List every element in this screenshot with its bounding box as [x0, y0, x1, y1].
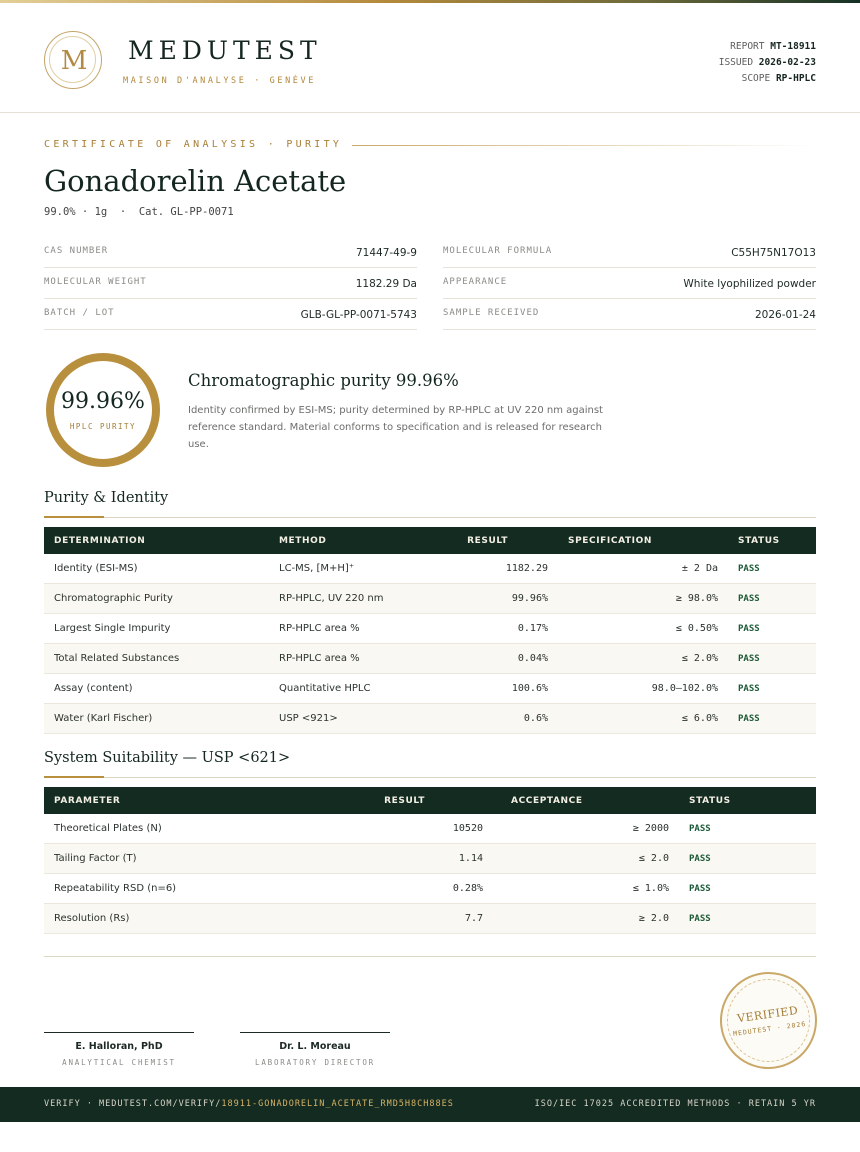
section-heading-purity: Purity & Identity — [44, 490, 169, 506]
result-cell: 0.17% — [431, 614, 558, 644]
meta-label: REPORT — [730, 41, 765, 52]
meta-value: 2026-02-23 — [758, 57, 816, 68]
report-meta — [719, 39, 816, 87]
signatory-name: E. Halloran, PhD — [75, 1041, 163, 1052]
meta-value: RP-HPLC — [775, 73, 816, 84]
column-header: RESULT — [359, 787, 493, 814]
spec-cell: ± 2 Da — [558, 554, 728, 584]
spec-cell: ≤ 6.0% — [558, 704, 728, 734]
status-badge: PASS — [679, 904, 816, 934]
spec-row — [443, 299, 816, 330]
table-row — [44, 874, 816, 904]
result-cell: 0.28% — [359, 874, 493, 904]
spec-value: White lyophilized powder — [683, 278, 816, 290]
table-header-row — [44, 527, 816, 554]
purity-ring-value: 99.96% — [61, 389, 145, 414]
column-header: ACCEPTANCE — [493, 787, 679, 814]
determination-cell: Chromatographic Purity — [44, 584, 269, 614]
result-cell: 7.7 — [359, 904, 493, 934]
spec-cell: ≤ 0.50% — [558, 614, 728, 644]
acceptance-cell: ≤ 2.0 — [493, 844, 679, 874]
header — [0, 3, 860, 113]
section-heading-suitability: System Suitability — USP <621> — [44, 750, 291, 766]
purity-ring-label: HPLC PURITY — [69, 422, 137, 431]
status-badge: PASS — [679, 874, 816, 904]
spec-row — [44, 268, 417, 299]
spec-label: BATCH / LOT — [44, 308, 115, 318]
report-meta-row — [719, 55, 816, 71]
acceptance-cell: ≤ 1.0% — [493, 874, 679, 904]
spec-label: CAS NUMBER — [44, 246, 109, 256]
column-header: RESULT — [431, 527, 558, 554]
meta-label: ISSUED — [718, 57, 754, 68]
signature-block — [44, 1032, 194, 1067]
spec-cell: ≥ 98.0% — [558, 584, 728, 614]
column-header: SPECIFICATION — [558, 527, 728, 554]
spec-row — [443, 268, 816, 299]
status-badge: PASS — [728, 614, 816, 644]
signatory-name: Dr. L. Moreau — [279, 1041, 351, 1052]
status-badge: PASS — [728, 674, 816, 704]
parameter-cell: Tailing Factor (T) — [44, 844, 359, 874]
brand-tagline: MAISON D'ANALYSE · GENÈVE — [123, 76, 316, 86]
table-row — [44, 584, 816, 614]
document-kicker: CERTIFICATE OF ANALYSIS · PURITY — [44, 139, 343, 150]
parameter-cell: Resolution (Rs) — [44, 904, 359, 934]
spec-value: 2026-01-24 — [754, 309, 816, 321]
logo-seal — [44, 31, 102, 89]
verify-prefix: VERIFY · MEDUTEST.COM/VERIFY/ — [44, 1099, 222, 1109]
section-divider — [44, 517, 816, 518]
section-divider — [44, 777, 816, 778]
spec-label: SAMPLE RECEIVED — [443, 308, 540, 318]
verify-link[interactable]: 18911-GONADORELIN_ACETATE_RMD5H8CH88ES — [221, 1099, 454, 1109]
column-header: PARAMETER — [44, 787, 359, 814]
spec-row — [443, 237, 816, 268]
product-subtitle: 99.0% · 1g · Cat. GL-PP-0071 — [44, 206, 234, 218]
purity-table — [44, 527, 816, 734]
purity-ring — [46, 353, 160, 467]
status-badge: PASS — [728, 554, 816, 584]
signature-divider — [44, 956, 816, 957]
method-cell: Quantitative HPLC — [269, 674, 431, 704]
status-badge: PASS — [679, 844, 816, 874]
report-meta-row — [719, 39, 816, 55]
spec-cell: 98.0–102.0% — [558, 674, 728, 704]
method-cell: USP <921> — [269, 704, 431, 734]
status-badge: PASS — [728, 644, 816, 674]
purity-heading: Chromatographic purity 99.96% — [188, 371, 459, 390]
parameter-cell: Repeatability RSD (n=6) — [44, 874, 359, 904]
table-row — [44, 704, 816, 734]
result-cell: 99.96% — [431, 584, 558, 614]
result-cell: 0.04% — [431, 644, 558, 674]
purity-description: Identity confirmed by ESI-MS; purity determined by RP-HPLC at UV 220 nm against reference standard. Material conforms to specification and is released for research use. — [188, 405, 603, 450]
status-badge: PASS — [728, 704, 816, 734]
verified-stamp — [714, 966, 824, 1076]
method-cell: RP-HPLC, UV 220 nm — [269, 584, 431, 614]
determination-cell: Largest Single Impurity — [44, 614, 269, 644]
column-header: DETERMINATION — [44, 527, 269, 554]
logo-letter: M — [60, 46, 88, 76]
stamp-subtext: MEDUTEST · 2026 — [732, 1019, 807, 1039]
table-header-row — [44, 787, 816, 814]
spec-row — [44, 299, 417, 330]
table-row — [44, 844, 816, 874]
signatory-role: LABORATORY DIRECTOR — [255, 1058, 375, 1067]
determination-cell: Water (Karl Fischer) — [44, 704, 269, 734]
signature-block — [240, 1032, 390, 1067]
result-cell: 1182.29 — [431, 554, 558, 584]
accreditation-note: ISO/IEC 17025 ACCREDITED METHODS · RETAIN 5 YR — [534, 1099, 816, 1109]
method-cell: LC-MS, [M+H]⁺ — [269, 554, 431, 584]
determination-cell: Identity (ESI-MS) — [44, 554, 269, 584]
spec-label: MOLECULAR WEIGHT — [44, 277, 147, 287]
table-row — [44, 904, 816, 934]
table-row — [44, 814, 816, 844]
table-row — [44, 614, 816, 644]
spec-value: 71447-49-9 — [355, 247, 417, 259]
status-badge: PASS — [728, 584, 816, 614]
spec-value: 1182.29 Da — [355, 278, 417, 290]
acceptance-cell: ≥ 2.0 — [493, 904, 679, 934]
verify-line — [44, 1099, 454, 1109]
signatory-role: ANALYTICAL CHEMIST — [62, 1058, 176, 1067]
status-badge: PASS — [679, 814, 816, 844]
method-cell: RP-HPLC area % — [269, 644, 431, 674]
column-header: STATUS — [728, 527, 816, 554]
spec-label: APPEARANCE — [443, 277, 508, 287]
table-row — [44, 674, 816, 704]
stamp-text: VERIFIED — [736, 1003, 799, 1026]
acceptance-cell: ≥ 2000 — [493, 814, 679, 844]
column-header: STATUS — [679, 787, 816, 814]
determination-cell: Assay (content) — [44, 674, 269, 704]
result-cell: 10520 — [359, 814, 493, 844]
column-header: METHOD — [269, 527, 431, 554]
meta-label: SCOPE — [741, 73, 771, 84]
spec-row — [44, 237, 417, 268]
meta-value: MT-18911 — [770, 41, 816, 52]
determination-cell: Total Related Substances — [44, 644, 269, 674]
parameter-cell: Theoretical Plates (N) — [44, 814, 359, 844]
result-cell: 1.14 — [359, 844, 493, 874]
result-cell: 100.6% — [431, 674, 558, 704]
section-underline — [44, 516, 104, 518]
brand-name: MEDUTEST — [128, 36, 322, 65]
table-row — [44, 644, 816, 674]
spec-cell: ≤ 2.0% — [558, 644, 728, 674]
suitability-table — [44, 787, 816, 934]
product-title: Gonadorelin Acetate — [44, 164, 347, 198]
method-cell: RP-HPLC area % — [269, 614, 431, 644]
spec-label: MOLECULAR FORMULA — [443, 246, 553, 256]
kicker-divider — [352, 145, 816, 146]
report-meta-row — [719, 71, 816, 87]
table-row — [44, 554, 816, 584]
footer — [0, 1087, 860, 1122]
result-cell: 0.6% — [431, 704, 558, 734]
section-underline — [44, 776, 104, 778]
spec-value: C55H75N17O13 — [731, 247, 816, 259]
spec-value: GLB-GL-PP-0071-5743 — [300, 309, 417, 321]
